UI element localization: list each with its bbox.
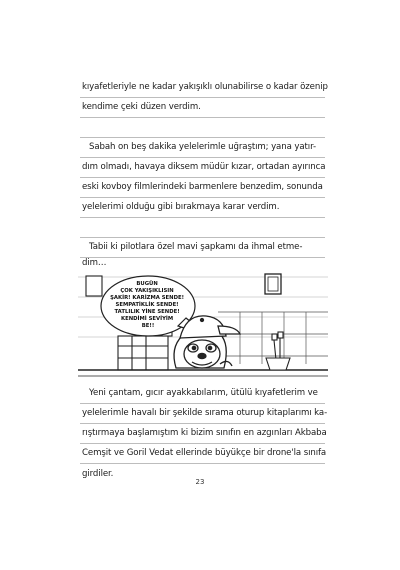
text-line: dim… (82, 258, 107, 268)
bubble-line: ŞAKİR! KARİZMA SENDE! (110, 295, 185, 301)
text-line: girdiler. (82, 468, 114, 479)
text-line: Yeni çantam, gıcır ayakkabılarım, ütülü kıyafetlerim ve (89, 388, 318, 398)
text-line: kıyafetleriyle ne kadar yakışıklı olunabilirse o kadar özenip (82, 82, 328, 92)
toothbrush-cup (266, 332, 290, 370)
bubble-line: BE!! (141, 323, 155, 329)
bubble-line: SEMPATİKLİK SENDE! (115, 302, 179, 308)
bubble-line: BUGÜN (136, 281, 158, 287)
paragraph-4-continued (82, 403, 327, 484)
text-line: dım olmadı, havaya diksem müdür kızar, ortadan ayırınca (82, 162, 326, 172)
text-line: Tabii ki pilotlara özel mavi şapkamı da ihmal etme- (89, 242, 303, 252)
page-number: 23 (195, 478, 205, 486)
text-line: yelelerimi olduğu gibi bırakmaya karar verdim. (82, 202, 280, 213)
paragraph-1 (82, 77, 327, 117)
bubble-line: TATLILIK YİNE SENDE! (114, 309, 180, 315)
svg-text:BUGÜN ÇOK YAKIŞIKLISIN (110, 280, 186, 329)
text-line: kendime çeki düzen verdim. (82, 102, 201, 113)
paragraph-2 (89, 137, 334, 157)
text-line: yelelerimle havalı bir şekilde sırama oturup kitaplarımı ka- (82, 408, 328, 418)
text-line: Cemşit ve Goril Vedat ellerinde büyükçe bir drone'la sınıfa (82, 448, 327, 459)
text-line: Sabah on beş dakika yelelerimle uğraştım; yana yatır- (89, 142, 316, 152)
bubble-line: ÇOK YAKIŞIKLISIN (120, 288, 174, 294)
paragraph-2-continued (82, 157, 327, 218)
bubble-line: KENDİMİ SEVİYİM (120, 316, 174, 322)
text-line: rıştırmaya başlamıştım ki bizim sınıfın en azgınları Akbaba (82, 428, 327, 439)
cartoon-illustration (78, 268, 328, 390)
text-line: eski kovboy filmlerindeki barmenlere benzedim, sonunda (82, 182, 323, 193)
paragraph-4 (89, 383, 334, 403)
